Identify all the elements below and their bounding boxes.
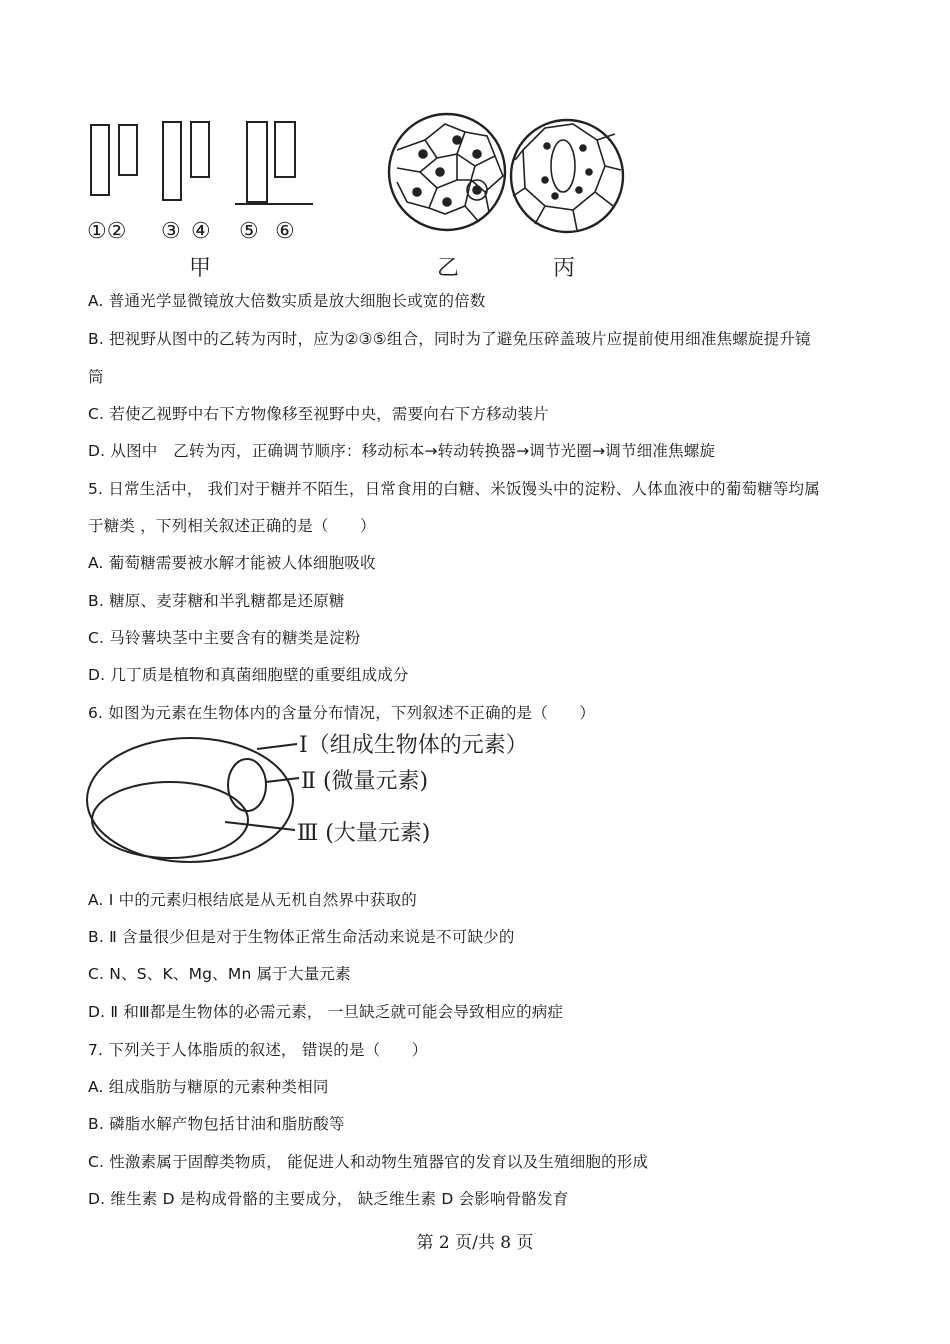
pointer-i [257, 744, 297, 749]
page-footer: 第 2 页/共 8 页 [416, 1233, 534, 1253]
lens-6 [275, 122, 295, 177]
lens-label-4: ④ [191, 219, 211, 244]
q5-stem-line2: 于糖类 ，下列相关叙述正确的是（ ） [88, 517, 376, 535]
microscope-figure [85, 110, 645, 285]
q7-option-d: D. 维生素 D 是构成骨骼的主要成分， 缺乏维生素 D 会影响骨骼发育 [88, 1190, 569, 1208]
q6-option-a: A. Ⅰ 中的元素归根结底是从无机自然界中获取的 [88, 891, 417, 909]
q4-option-c: C. 若使乙视野中右下方物像移至视野中央，需要向右下方移动装片 [88, 405, 549, 423]
q7-option-b: B. 磷脂水解产物包括甘油和脂肪酸等 [88, 1115, 345, 1133]
lens-label-5: ⑤ [239, 219, 259, 244]
view-bing [511, 120, 623, 232]
q5-option-c: C. 马铃薯块茎中主要含有的糖类是淀粉 [88, 629, 361, 647]
pointer-ii [266, 778, 299, 782]
q4-option-b-cont: 筒 [88, 368, 104, 386]
lens-2 [119, 125, 137, 175]
q5-option-d: D. 几丁质是植物和真菌细胞壁的重要组成成分 [88, 666, 409, 684]
label-i: Ⅰ（组成生物体的元素） [299, 733, 528, 758]
caption-yi: 乙 [437, 256, 460, 281]
label-ii: Ⅱ (微量元素) [301, 769, 429, 794]
label-iii: Ⅲ (大量元素) [297, 821, 431, 846]
lens-5 [247, 122, 267, 202]
view-yi [389, 114, 505, 230]
set-ii-ellipse [228, 759, 266, 811]
q5-option-b: B. 糖原、麦芽糖和半乳糖都是还原糖 [88, 592, 345, 610]
q7-option-c: C. 性激素属于固醇类物质， 能促进人和动物生殖器官的发育以及生殖细胞的形成 [88, 1153, 649, 1171]
q5-option-a: A. 葡萄糖需要被水解才能被人体细胞吸收 [88, 554, 376, 572]
q6-option-b: B. Ⅱ 含量很少但是对于生物体正常生命活动来说是不可缺少的 [88, 928, 515, 946]
q4-option-d: D. 从图中 乙转为丙，正确调节顺序：移动标本→转动转换器→调节光圈→调节细准焦螺旋 [88, 442, 716, 460]
q6-option-d: D. Ⅱ 和Ⅲ都是生物体的必需元素， 一旦缺乏就可能会导致相应的病症 [88, 1003, 564, 1021]
q6-stem: 6. 如图为元素在生物体内的含量分布情况，下列叙述不正确的是（ ） [88, 704, 596, 722]
caption-jia: 甲 [189, 256, 212, 281]
caption-bing: 丙 [553, 256, 576, 281]
set-iii-ellipse [92, 782, 248, 858]
lens-label-12: ①② [87, 219, 127, 244]
q6-option-c: C. N、S、K、Mg、Mn 属于大量元素 [88, 965, 351, 983]
lens-label-3: ③ [161, 219, 181, 244]
q5-stem-line1: 5. 日常生活中， 我们对于糖并不陌生，日常食用的白糖、米饭馒头中的淀粉、人体血液中的葡萄糖等均属 [88, 480, 820, 498]
lens-label-6: ⑥ [275, 219, 295, 244]
element-venn-diagram [85, 730, 560, 880]
q7-option-a: A. 组成脂肪与糖原的元素种类相同 [88, 1078, 329, 1096]
lens-1 [91, 125, 109, 195]
q4-option-b: B. 把视野从图中的乙转为丙时，应为②③⑤组合，同时为了避免压碎盖玻片应提前使用细准焦螺旋提升镜 [88, 330, 811, 348]
lens-4 [191, 122, 209, 177]
q7-stem: 7. 下列关于人体脂质的叙述， 错误的是（ ） [88, 1041, 428, 1059]
lens-set-jia [91, 122, 313, 204]
lens-3 [163, 122, 181, 200]
q4-option-a: A. 普通光学显微镜放大倍数实质是放大细胞长或宽的倍数 [88, 292, 486, 310]
